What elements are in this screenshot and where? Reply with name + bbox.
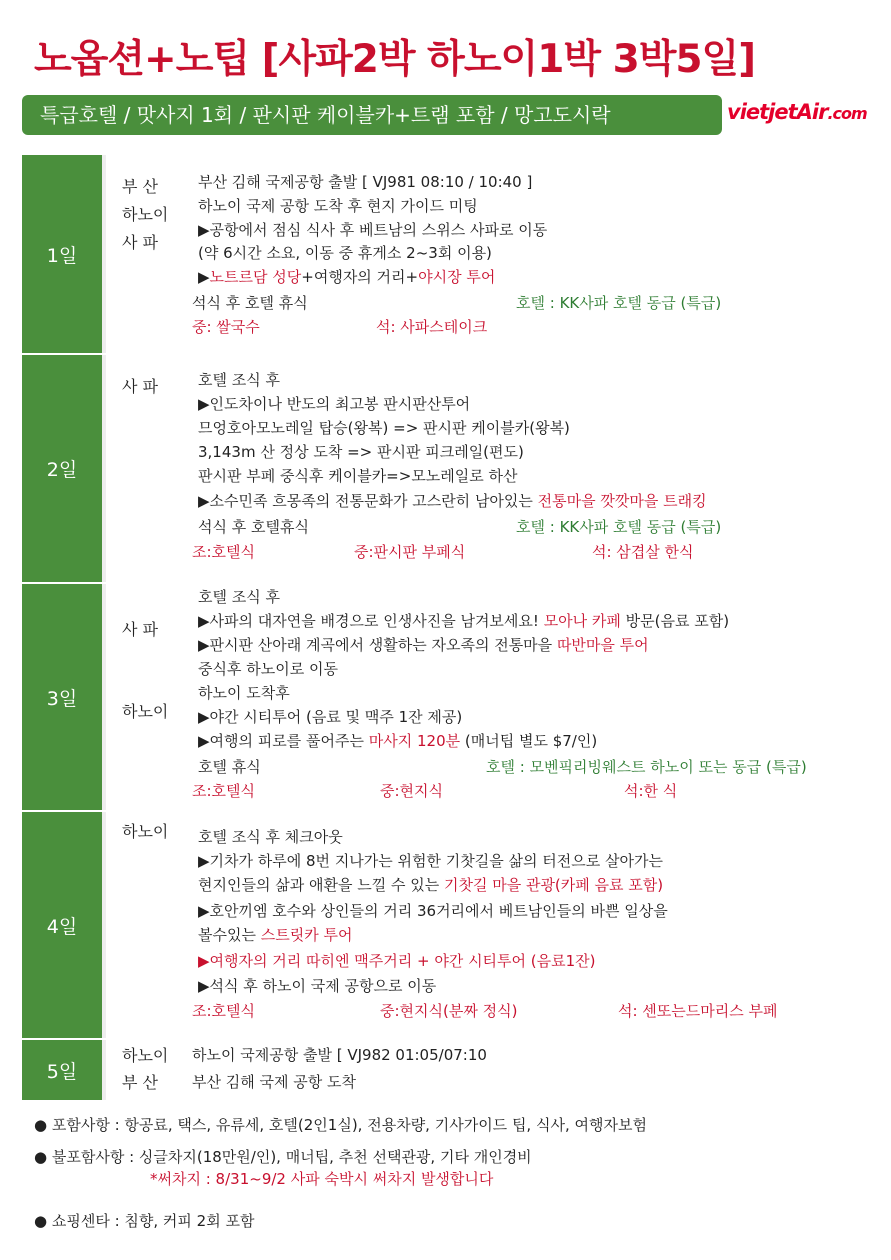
itinerary-text: 하노이 도착후 <box>198 684 290 702</box>
itinerary-text: 야시장 투어 <box>418 268 496 286</box>
itinerary-line <box>192 294 308 313</box>
itinerary-text: ▶ <box>198 268 210 286</box>
itinerary-text: 스트릿카 투어 <box>260 926 353 944</box>
hotel-info: 호텔 : 모벤픽리빙웨스트 하노이 또는 동급 (특급) <box>486 758 807 776</box>
day-label: 4일 <box>22 812 102 1038</box>
itinerary-text: ▶공항에서 점심 식사 후 베트남의 스위스 사파로 이동 <box>198 221 548 239</box>
itinerary-text: ▶판시판 산아래 계곡에서 생활하는 자오족의 전통마을 <box>198 636 557 654</box>
meal-info: 석: 삼겹살 한식 <box>592 543 694 561</box>
shopping-note: ● 쇼핑센타 : 침향, 커피 2회 포함 <box>34 1212 255 1230</box>
itinerary-text: 호텔 조식 후 체크아웃 <box>198 828 343 846</box>
itinerary-line <box>198 852 663 871</box>
meal-info: 중:현지식 <box>380 782 444 800</box>
itinerary-line <box>198 828 343 847</box>
itinerary-line <box>192 543 255 562</box>
surcharge-note: *써차지 : 8/31~9/2 사파 숙박시 써차지 발생합니다 <box>150 1170 494 1188</box>
itinerary-text: (약 6시간 소요, 이동 중 휴게소 2~3회 이용) <box>198 244 492 262</box>
itinerary-line <box>198 612 729 631</box>
itinerary-line <box>198 902 668 921</box>
itinerary-line <box>198 197 478 216</box>
meal-info: 중:판시판 부페식 <box>354 543 466 561</box>
itinerary-line <box>198 173 532 192</box>
itinerary-text: ▶야간 시티투어 (음료 및 맥주 1잔 제공) <box>198 708 463 726</box>
day-place: 하노이 <box>122 1046 169 1065</box>
itinerary-text: 하노이 국제 공항 도착 후 현지 가이드 미팅 <box>198 197 478 215</box>
itinerary-line <box>192 1073 356 1092</box>
itinerary-line <box>198 708 462 727</box>
itinerary-line <box>192 1046 487 1065</box>
itinerary-text: 므엉호아모노레일 탑승(왕복) => 판시판 케이블카(왕복) <box>198 419 570 437</box>
itinerary-text: 따반마을 투어 <box>556 636 649 654</box>
day-label: 3일 <box>22 584 102 810</box>
hotel-info: 호텔 : KK사파 호텔 동급 (특급) <box>516 518 722 536</box>
day-label: 1일 <box>22 155 102 353</box>
itinerary-line <box>198 467 518 486</box>
itinerary-text: ▶소수민족 흐몽족의 전통문화가 고스란히 남아있는 <box>198 492 538 510</box>
itinerary-line <box>198 684 290 703</box>
itinerary-line <box>198 876 663 895</box>
hotel-info: 호텔 : KK사파 호텔 동급 (특급) <box>516 294 722 312</box>
itinerary-text: 3,143m 산 정상 도착 => 판시판 피크레일(편도) <box>198 443 524 461</box>
itinerary-text: ▶여행자의 거리 따히엔 맥주거리 + 야간 시티투어 (음료1잔) <box>198 952 596 970</box>
meal-info: 석: 사파스테이크 <box>376 318 488 336</box>
day-panel-1 <box>22 155 868 353</box>
itinerary-line <box>198 977 436 996</box>
itinerary-text: 모아나 카페 <box>543 612 621 630</box>
itinerary-text: 호텔 조식 후 <box>198 371 280 389</box>
itinerary-text: 중식후 하노이로 이동 <box>198 660 338 678</box>
meal-info: 석:한 식 <box>624 782 678 800</box>
day-content <box>106 355 868 582</box>
itinerary-text: ▶여행의 피로를 풀어주는 <box>198 732 369 750</box>
itinerary-text: (매너팁 별도 $7/인) <box>460 732 598 750</box>
logo-suffix: .com <box>827 104 867 123</box>
meal-info: 중:현지식(분짜 정식) <box>380 1002 518 1020</box>
day-place: 사 파 <box>122 620 158 639</box>
itinerary-text: 석식 후 호텔휴식 <box>198 518 309 536</box>
itinerary-text: 현지인들의 삶과 애환을 느낄 수 있는 <box>198 876 444 894</box>
itinerary-line <box>192 318 260 337</box>
included-note: ● 포함사항 : 항공료, 택스, 유류세, 호텔(2인1실), 전용차량, 기사가이드 팁, 식사, 여행자보험 <box>34 1116 647 1134</box>
itinerary-line <box>198 371 280 390</box>
itinerary-line <box>198 926 352 945</box>
itinerary-text: 조:호텔식 <box>192 543 256 561</box>
itinerary-text: 노트르담 성당 <box>209 268 302 286</box>
day-panel-2 <box>22 355 868 582</box>
meal-info: 석: 센또는드마리스 부페 <box>618 1002 778 1020</box>
itinerary-line <box>198 758 261 777</box>
itinerary-line <box>198 636 649 655</box>
itinerary-line <box>198 732 597 751</box>
itinerary-line <box>192 782 255 801</box>
subtitle-bar: 특급호텔 / 맛사지 1회 / 판시판 케이블카+트램 포함 / 망고도시락 <box>22 95 722 135</box>
itinerary-line <box>198 518 309 537</box>
day-label: 2일 <box>22 355 102 582</box>
itinerary-text: 부산 김해 국제 공항 도착 <box>192 1073 356 1091</box>
day-panel-5 <box>22 1040 868 1100</box>
itinerary-text: 호텔 조식 후 <box>198 588 280 606</box>
itinerary-line <box>198 492 707 511</box>
day-place: 부 산 <box>122 177 158 196</box>
vietjet-logo <box>727 100 867 124</box>
itinerary-text: 호텔 휴식 <box>198 758 261 776</box>
itinerary-text: 볼수있는 <box>198 926 261 944</box>
itinerary-text: ▶호안끼엠 호수와 상인들의 거리 36거리에서 베트남인들의 바쁜 일상을 <box>198 902 668 920</box>
itinerary-line <box>198 221 547 240</box>
itinerary-line <box>198 395 470 414</box>
itinerary-text: 조:호텔식 <box>192 782 256 800</box>
itinerary-text: 기찻길 마을 관광(카페 음료 포함) <box>443 876 664 894</box>
itinerary-text: 방문(음료 포함) <box>620 612 730 630</box>
itinerary-line <box>198 419 570 438</box>
itinerary-text: 전통마을 깟깟마을 트래킹 <box>537 492 707 510</box>
day-place: 부 산 <box>122 1073 158 1092</box>
itinerary-line <box>198 660 338 679</box>
day-place: 사 파 <box>122 377 158 396</box>
itinerary-line <box>198 443 524 462</box>
itinerary-text: 부산 김해 국제공항 출발 [ VJ981 08:10 / 10:40 ] <box>198 173 533 191</box>
itinerary-text: 중: 쌀국수 <box>192 318 260 336</box>
day-label: 5일 <box>22 1040 102 1100</box>
itinerary-line <box>198 268 495 287</box>
day-content <box>106 155 868 353</box>
day-content <box>106 584 868 810</box>
excluded-note: ● 불포함사항 : 싱글차지(18만원/인), 매너팁, 추천 선택관광, 기타 개인경비 <box>34 1148 532 1166</box>
itinerary-text: ▶석식 후 하노이 국제 공항으로 이동 <box>198 977 437 995</box>
day-content <box>106 812 868 1038</box>
itinerary-text: 마사지 120분 <box>368 732 461 750</box>
itinerary-text: 판시판 부페 중식후 케이블카=>모노레일로 하산 <box>198 467 518 485</box>
itinerary-text: 하노이 국제공항 출발 [ VJ982 01:05/07:10 <box>192 1046 487 1064</box>
page-title: 노옵션+노팁 [사파2박 하노이1박 3박5일] <box>34 37 756 82</box>
day-panel-4 <box>22 812 868 1038</box>
day-place: 하노이 <box>122 822 169 841</box>
itinerary-text: ▶사파의 대자연을 배경으로 인생사진을 남겨보세요! <box>198 612 544 630</box>
day-place: 하노이 <box>122 205 169 224</box>
itinerary-line <box>192 1002 255 1021</box>
itinerary-text: 조:호텔식 <box>192 1002 256 1020</box>
itinerary-line <box>198 952 596 971</box>
day-place: 사 파 <box>122 233 158 252</box>
logo-text: vietjetAir <box>727 100 828 124</box>
itinerary-line <box>198 244 492 263</box>
day-content <box>106 1040 868 1100</box>
itinerary-text: ▶인도차이나 반도의 최고봉 판시판산투어 <box>198 395 471 413</box>
itinerary-text: 석식 후 호텔 휴식 <box>192 294 308 312</box>
itinerary-line <box>198 588 280 607</box>
itinerary-text: ▶기차가 하루에 8번 지나가는 위험한 기찻길을 삶의 터전으로 살아가는 <box>198 852 663 870</box>
day-panel-3 <box>22 584 868 810</box>
day-place: 하노이 <box>122 702 169 721</box>
itinerary-text: +여행자의 거리+ <box>301 268 419 286</box>
